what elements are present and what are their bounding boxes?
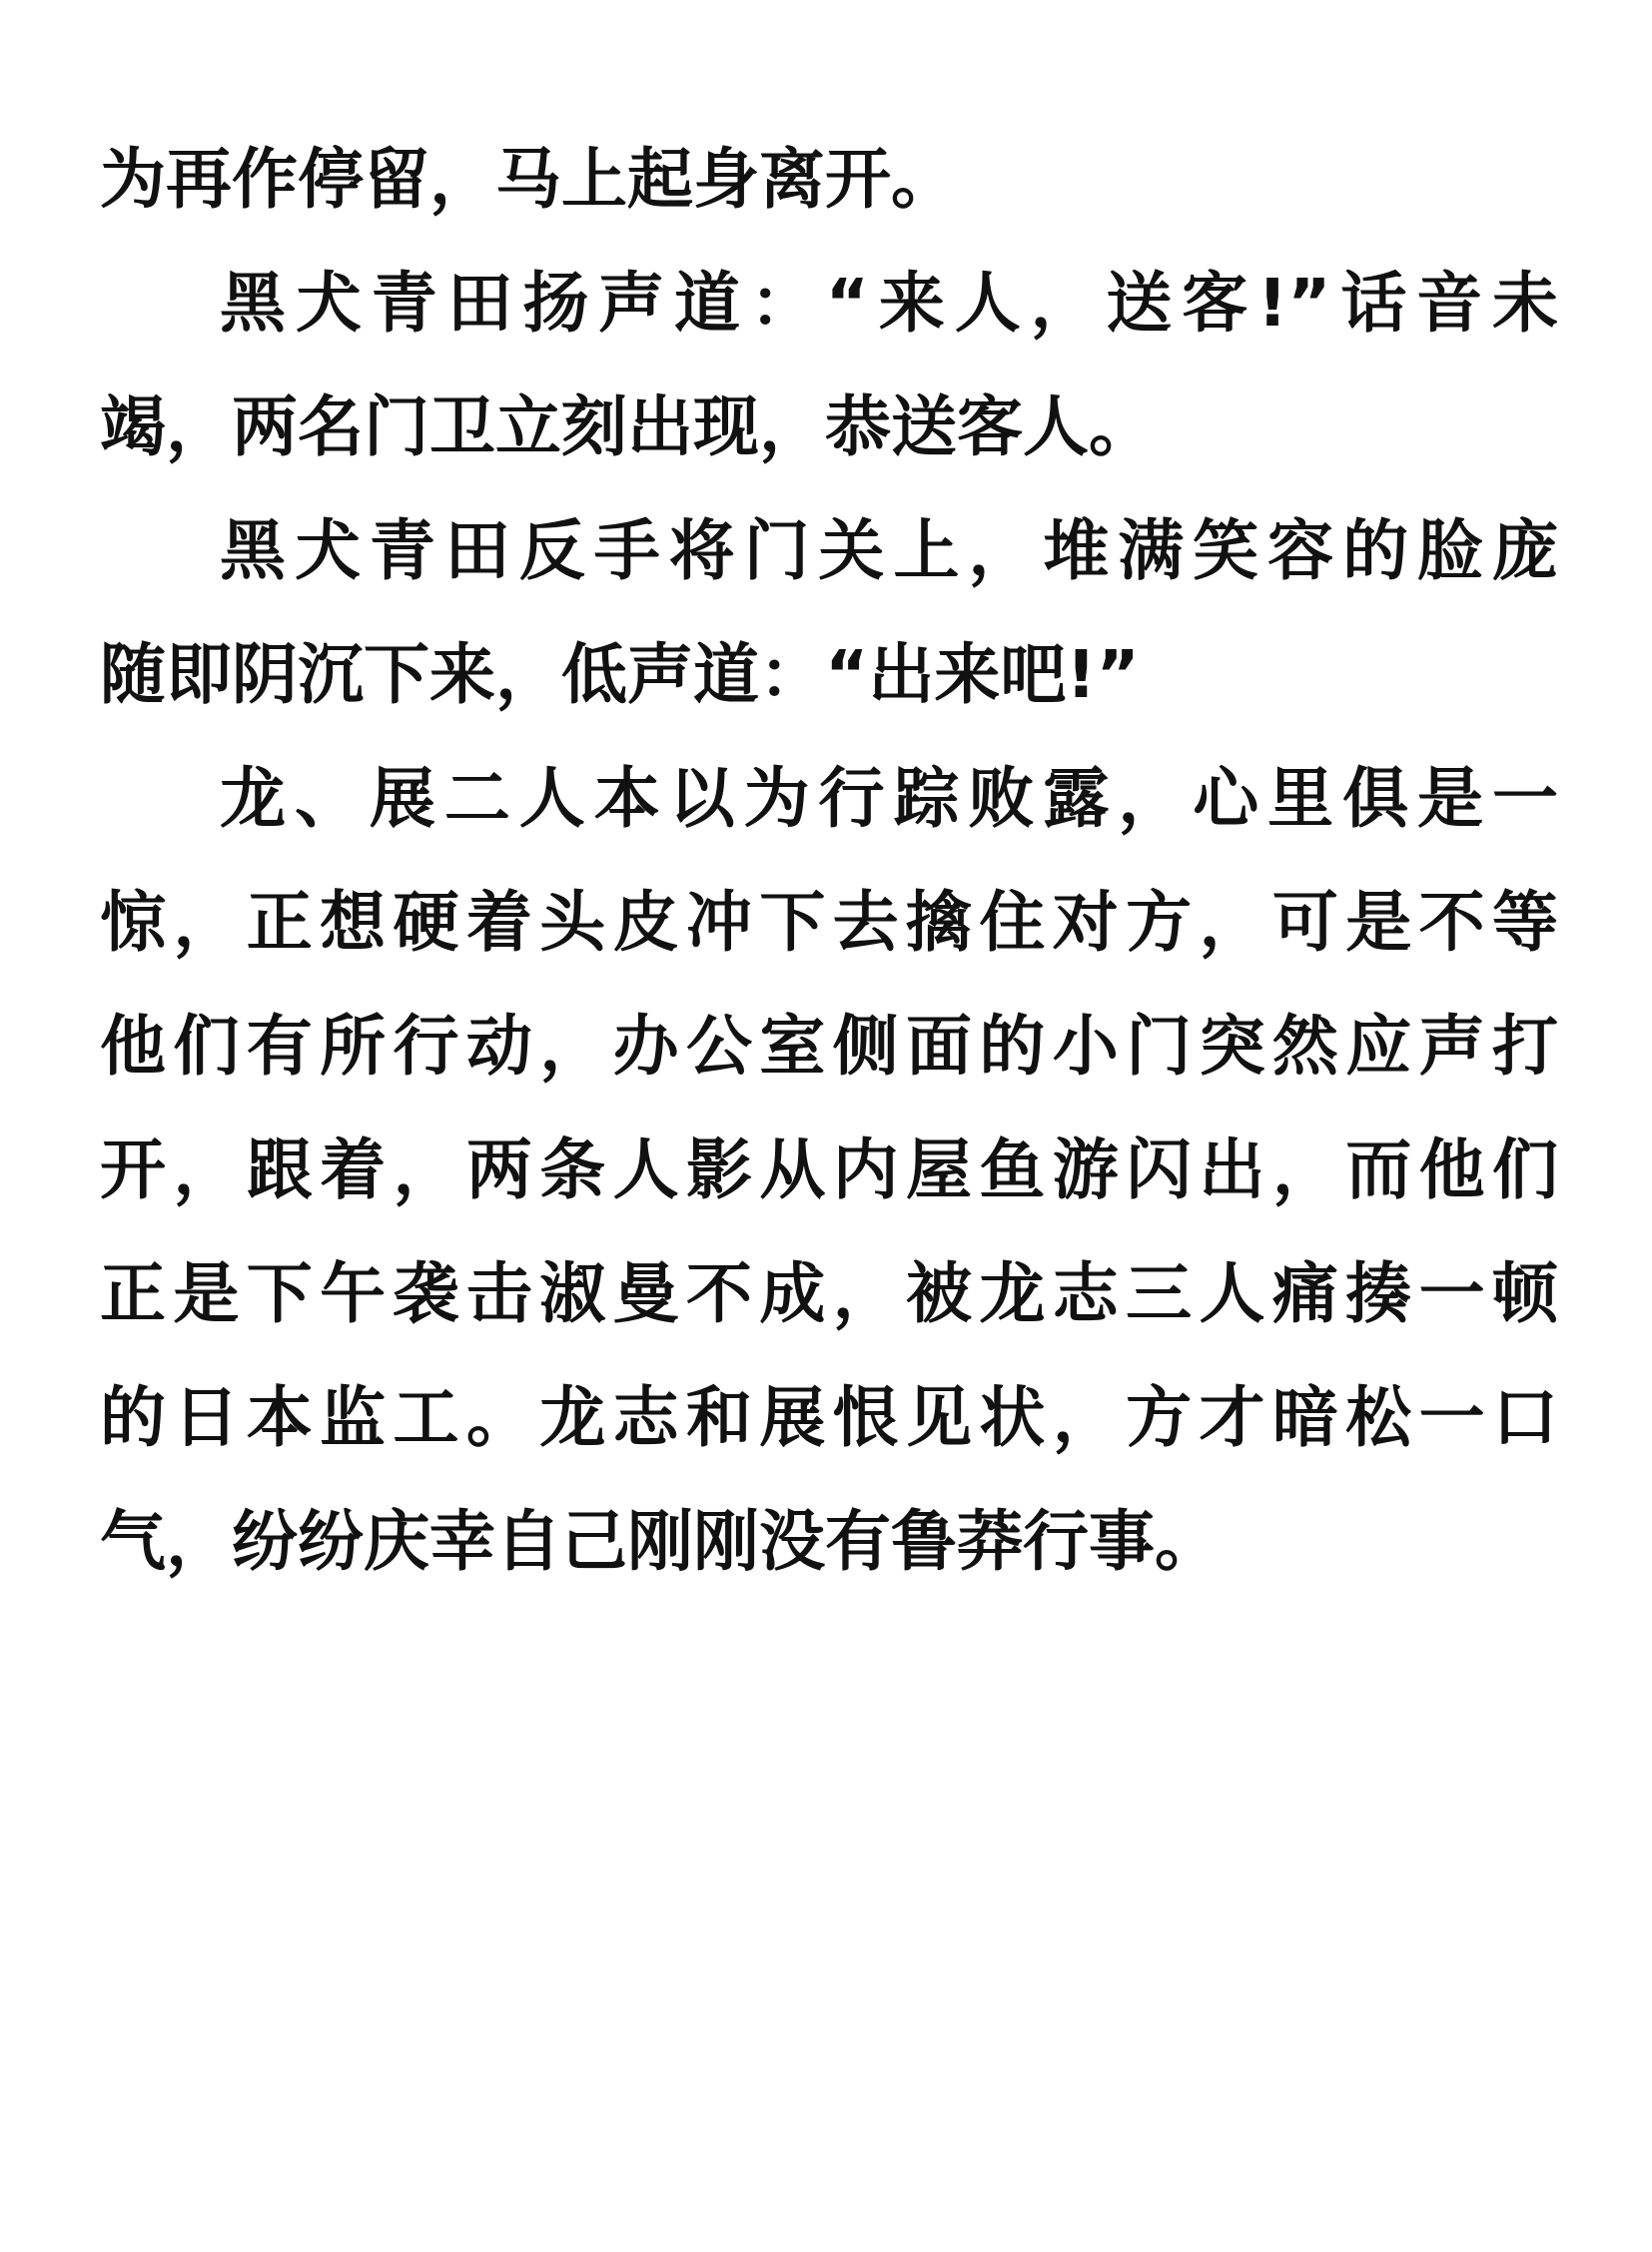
text-line: 竭，两名门卫立刻出现，恭送客人。	[100, 388, 1155, 465]
text-line: 惊，正想硬着头皮冲下去擒住对方，可是不等	[100, 884, 1558, 961]
text-line: 他们有所行动，办公室侧面的小门突然应声打	[100, 1008, 1558, 1085]
text-line: 气，纷纷庆幸自己刚刚没有鲁莽行事。	[100, 1503, 1221, 1580]
text-line: 开，跟着，两条人影从内屋鱼游闪出，而他们	[100, 1131, 1558, 1208]
text-line: 为再作停留，马上起身离开。	[100, 141, 957, 218]
text-line: 龙、展二人本以为行踪败露，心里俱是一	[220, 760, 1558, 837]
text-line: 的日本监工。龙志和展恨见状，方才暗松一口	[100, 1379, 1558, 1456]
text-line: 黑犬青田反手将门关上，堆满笑容的脸庞	[220, 512, 1558, 589]
text-line: 黑犬青田扬声道：“来人，送客!”话音未	[220, 265, 1558, 342]
text-line: 正是下午袭击淑曼不成，被龙志三人痛揍一顿	[100, 1255, 1558, 1332]
body-text	[100, 118, 1558, 1604]
text-line: 随即阴沉下来，低声道：“出来吧!”	[100, 636, 1140, 713]
